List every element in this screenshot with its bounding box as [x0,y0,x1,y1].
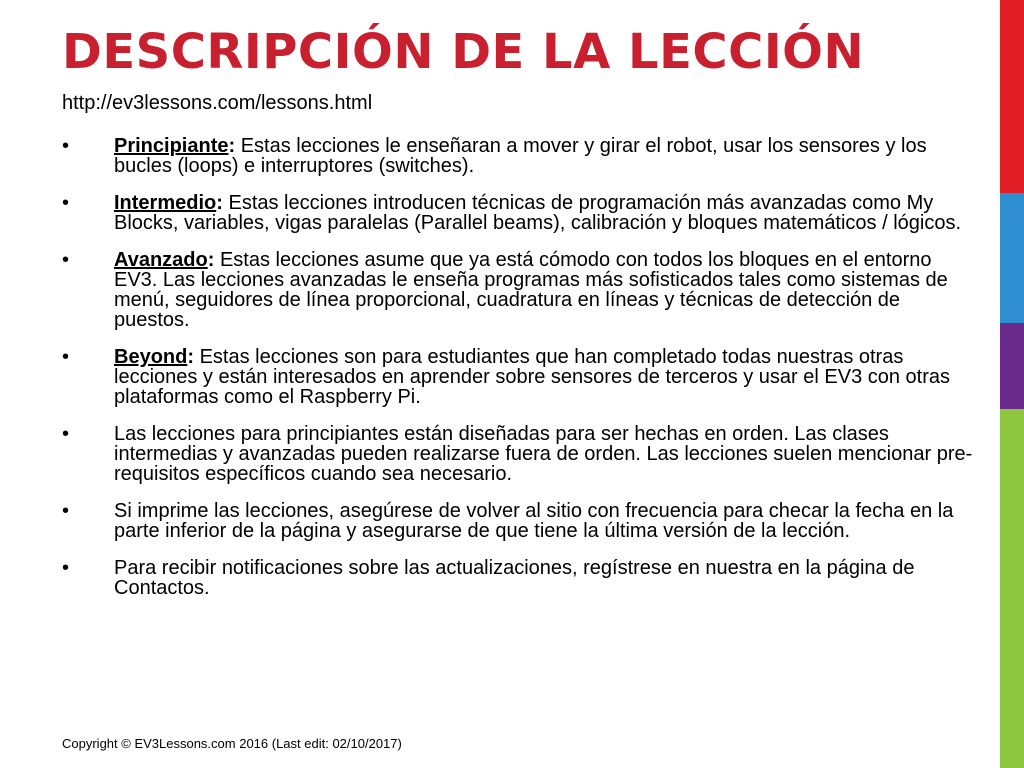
bullet-orden [62,424,974,484]
bullet-text: Las lecciones para principiantes están diseñadas para ser hechas en orden. Las clases intermedias y avanzadas pueden realizarse fuera de orden. Las lecciones suelen mencionar pre-requisitos específicos cuando sea necesario. [114,423,973,485]
bullet-notificaciones [62,558,974,598]
bullet-beyond: • Beyond: Estas lecciones son para estudiantes que han completado todas nuestras otras lecciones y están interesados en aprender sobre sensores de terceros y usar el EV3 con otras plataformas como el Raspberry Pi. [62,346,951,408]
bullet-dot: • [62,500,70,522]
bullet-dot: • [62,346,70,368]
bullet-intermedio: • Intermedio: Estas lecciones introducen técnicas de programación más avanzadas como My Blocks, variables, vigas paralelas (Parallel beams), calibración y bloques matemáticos / lógicos. [62,192,962,234]
bullet-term: Principiante [114,135,229,157]
stripe-purple [1000,323,1024,409]
bullet-term: Intermedio [114,192,217,214]
bullet-term: Avanzado [114,249,208,271]
stripe-green [1000,409,1024,768]
stripe-red [1000,0,1024,193]
lessons-url-link[interactable]: http://ev3lessons.com/lessons.html [62,92,373,114]
bullet-text: Si imprime las lecciones, asegúrese de volver al sitio con frecuencia para checar la fecha en la parte inferior de la página y asegurarse de que tiene la última versión de la lección. [114,500,954,542]
bullet-dot: • [62,192,70,214]
bullet-dot: • [62,135,70,157]
bullet-term: Beyond [114,346,188,368]
bullet-text: Estas lecciones le enseñaran a mover y girar el robot, usar los sensores y los bucles (loops) e interruptores (switches). [114,135,927,177]
bullet-dot: • [62,249,70,271]
bullet-text: Para recibir notificaciones sobre las actualizaciones, regístrese en nuestra en la página de Contactos. [114,557,915,599]
bullet-text: Estas lecciones son para estudiantes que han completado todas nuestras otras lecciones y están interesados en aprender sobre sensores de terceros y usar el EV3 con otras plataformas como el Raspberry Pi. [114,346,951,408]
bullet-text: Estas lecciones introducen técnicas de programación más avanzadas como My Blocks, variables, vigas paralelas (Parallel beams), calibración y bloques matemáticos / lógicos. [114,192,962,234]
bullet-text: Estas lecciones asume que ya está cómodo con todos los bloques en el entorno EV3. Las lecciones avanzadas le enseña programas más sofisticados tales como sistemas de menú, seguidores de línea proporcional, cuadratura en líneas y técnicas de detección de puestos. [114,249,948,331]
stripe-blue [1000,193,1024,323]
bullet-principiante: • Principiante: Estas lecciones le enseñaran a mover y girar el robot, usar los sensores y los bucles (loops) e interruptores (switches). [62,135,927,177]
bullet-avanzado: • Avanzado: Estas lecciones asume que ya está cómodo con todos los bloques en el entorno EV3. Las lecciones avanzadas le enseña programas más sofisticados tales como sistemas de menú, seguidores de línea proporcional, cuadratura en líneas y técnicas de detección de puestos. [62,249,948,331]
bullet-dot: • [62,557,70,579]
bullet-list [62,136,974,615]
slide-title: DESCRIPCIÓN DE LA LECCIÓN [62,24,865,80]
bullet-imprimir [62,501,974,541]
copyright-footer: Copyright © EV3Lessons.com 2016 (Last edit: 02/10/2017) [62,736,402,751]
bullet-dot: • [62,423,70,445]
